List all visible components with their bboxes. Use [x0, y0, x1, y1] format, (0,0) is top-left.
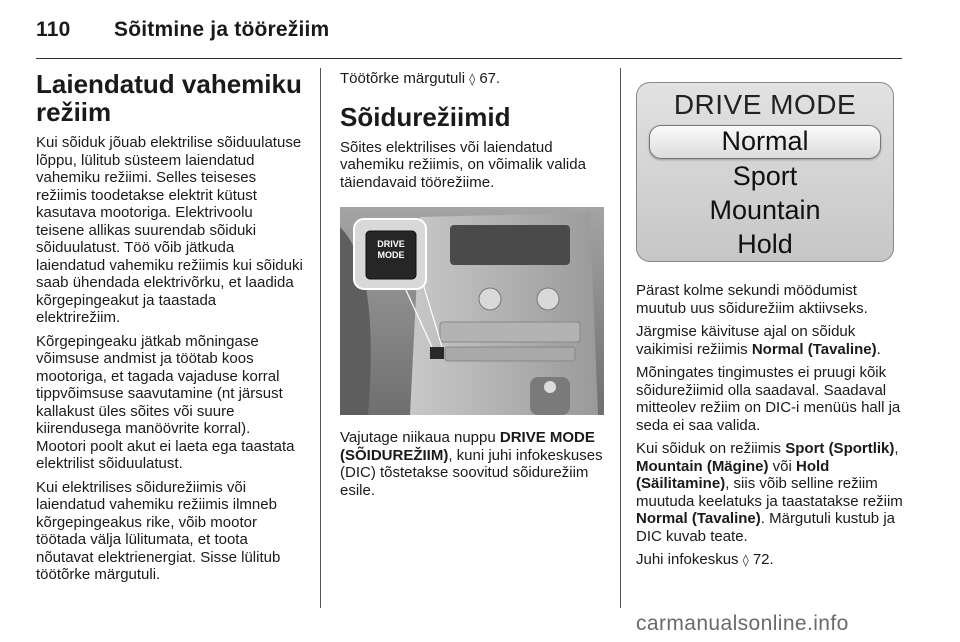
- column-left: [36, 70, 304, 590]
- text-part: .: [876, 340, 881, 358]
- ref-page[interactable]: 72.: [752, 551, 774, 568]
- drive-mode-option-normal: Normal: [649, 125, 881, 159]
- paragraph-extended-range-1: Kui sõiduk jõuab elektrilise sõiduulatuse lõppu, lülitub süsteem laiendatud vahemiku režiimi. Selles teiseses režiimis toodetakse elektrit kütust kasutava mootoriga. Elektrivoolu teisene allikas suurendab sõiduki sõiduulatust. Töö võib jätkuda laiendatud vahemiku režiimis kui sõiduki saab ühendada elektrivõrku, et laadida kõrgepingeakut ja taastada elektrirežiim.: [36, 134, 303, 326]
- mode-mountain-name: Mountain (Mägine): [636, 457, 769, 475]
- drive-mode-display: [636, 82, 894, 262]
- ref-text: Töötõrke märgutuli: [340, 70, 466, 87]
- page-number: 110: [36, 18, 71, 41]
- column-middle: [340, 70, 606, 505]
- page-header: [36, 18, 329, 48]
- page-title: Sõitmine ja töörežiim: [114, 18, 330, 41]
- mode-sport-name: Sport (Sportlik): [785, 440, 895, 457]
- inset-label-line2: MODE: [377, 250, 405, 260]
- drive-mode-title: DRIVE MODE: [673, 89, 857, 120]
- paragraph-press-button: [340, 429, 606, 499]
- driver-info-center-ref: [636, 551, 904, 570]
- page-ref-icon: ◊: [742, 553, 749, 567]
- ref-text: Juhi infokeskus: [636, 551, 739, 568]
- mode-normal-name: Normal (Tavaline): [636, 510, 761, 527]
- heading-drive-modes: Sõidurežiimid: [340, 101, 511, 132]
- mode-hold-name: Hold (Säilitamine): [636, 457, 830, 492]
- text-part: või: [772, 457, 792, 475]
- paragraph-unavailable-modes: Mõningates tingimustes ei pruugi kõik sõidurežiimid olla saadaval. Saadaval mitteolev režiim on DIC-i menüüs hall ja seda ei saa valida.: [636, 364, 901, 434]
- header-divider: [36, 58, 902, 59]
- text-part: ,: [894, 440, 899, 457]
- watermark: carmanualsonline.info: [636, 612, 849, 635]
- column-divider-2: [620, 68, 621, 608]
- malfunction-light-ref: [340, 70, 606, 89]
- text-part: Kui sõiduk on režiimis: [636, 440, 782, 457]
- text-part: , siis võib selline režiim muutuda keelatuks ja taastatakse režiim: [636, 475, 903, 510]
- column-divider-1: [320, 68, 321, 608]
- drive-mode-option-mountain: Mountain: [709, 195, 821, 225]
- ref-page[interactable]: 67.: [479, 70, 501, 87]
- paragraph-extended-range-2: Kõrgepingeaku jätkab mõningase võimsuse andmist ja töötab koos mootoriga, et tagada vajaduse korral tippvõimsuse saavutamine (nt järsust kallakust üles sõites või suure kiirendusega manöövrite korral). Mootori poolt akut ei laeta ega taastata elektrilist sõiduulatust.: [36, 332, 295, 472]
- mode-normal-name: Normal (Tavaline): [751, 340, 877, 358]
- paragraph-after-three-seconds: Pärast kolme sekundi möödumist muutub uus sõidurežiim aktiivseks.: [636, 282, 868, 317]
- paragraph-extended-range-3: Kui elektrilises sõidurežiimis või laiendatud vahemiku režiimis ilmneb kõrgepingeakus rike, võib mootor töötada välja lülitumata, et toota nõutavat elektrienergiat. Sisse lülitub töötõrke märgutuli.: [36, 478, 281, 583]
- heading-extended-range: Laiendatud vahemiku režiim: [36, 69, 302, 127]
- text-part: Järgmise käivituse ajal on sõiduk vaikimisi režiimis: [636, 323, 856, 358]
- inset-label-line1: DRIVE: [377, 239, 405, 249]
- page-ref-icon: ◊: [469, 72, 476, 86]
- text-part: . Märgutuli kustub ja DIC kuvab teate.: [636, 510, 895, 545]
- dashboard-photo: [340, 207, 604, 415]
- drive-mode-option-hold: Hold: [737, 229, 793, 259]
- column-right: [636, 74, 904, 576]
- drive-mode-option-sport: Sport: [732, 161, 798, 191]
- text-part: Vajutage niikaua nuppu: [340, 429, 496, 446]
- paragraph-mode-disabled: [636, 440, 904, 545]
- text-part: , kuni juhi infokeskuses (DIC) tõstetakse soovitud sõidurežiim esile.: [340, 446, 603, 499]
- paragraph-drive-modes-intro: Sõites elektrilises või laiendatud vahemiku režiimis, on võimalik valida täiendavaid töörežiime.: [340, 138, 586, 191]
- drive-mode-button-inset: [366, 239, 416, 261]
- drive-mode-button-name: DRIVE MODE (SÕIDUREŽIIM): [340, 429, 595, 464]
- paragraph-default-mode: [636, 323, 904, 358]
